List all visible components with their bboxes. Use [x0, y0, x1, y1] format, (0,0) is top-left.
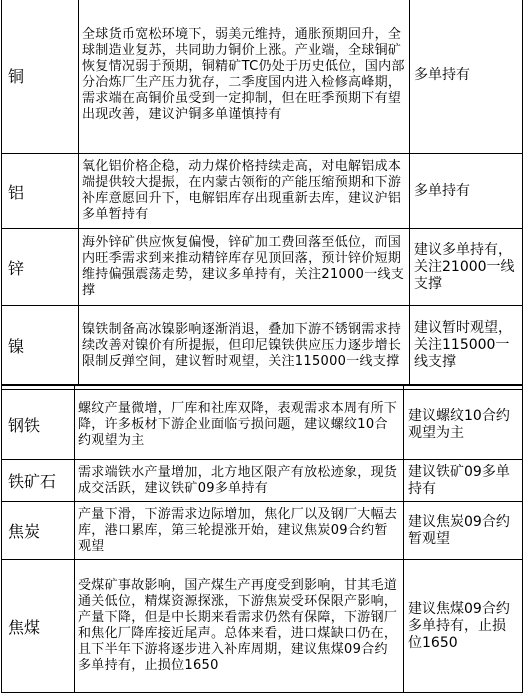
- commodity-analysis: 受煤矿事故影响，国产煤生产再度受到影响，甘其毛道通关低位，精煤资源探涨，下游焦炭受环保限产影响，产量下降，但是中长期来看需求仍然有保障，下游钢厂和焦化厂降库接近尾声。总体来看，进口煤缺口仍在，且下半年下游将逐步进入补库周期，建议焦煤09合约多单持有，止损位1650: [75, 560, 404, 693]
- commodity-advice: 建议铁矿09多单持有: [404, 460, 523, 502]
- commodity-name: 镍: [2, 306, 79, 386]
- commodity-analysis: 螺纹产量微增，厂库和社库双降，表观需求本周有所下降，许多板材下游企业面临亏损问题，建议螺纹10合约观望为主: [75, 390, 404, 460]
- table-row: [2, 502, 523, 560]
- commodity-advice: 建议焦炭09合约暂观望: [404, 502, 523, 560]
- table-row: [2, 390, 523, 460]
- table-row: [2, 306, 523, 386]
- commodity-name: 焦炭: [2, 502, 75, 560]
- commodity-analysis: 镍铁制备高冰镍影响逐渐消退，叠加下游不锈钢需求持续改善对镍价有所提振，但印尼镍铁供应压力逐步增长限制反弹空间，建议暂时观望，关注115000一线支撑: [79, 306, 410, 386]
- nonferrous-table: [1, 0, 523, 386]
- commodity-advice: 建议螺纹10合约观望为主: [404, 390, 523, 460]
- commodity-advice: 建议暂时观望，关注115000一线支撑: [410, 306, 523, 386]
- commodity-advice: 多单持有: [410, 154, 523, 229]
- commodity-analysis: 海外锌矿供应恢复偏慢，锌矿加工费回落至低位，而国内旺季需求到来推动精锌库存见顶回落，预计锌价短期维持偏强震荡走势，建议多单持有，关注21000一线支撑: [79, 229, 410, 306]
- commodity-name: 铜: [2, 0, 79, 154]
- ferrous-table: [1, 384, 523, 693]
- commodity-advice: 建议多单持有，关注21000一线支撑: [410, 229, 523, 306]
- commodity-analysis: 产量下滑，下游需求边际增加，焦化厂以及钢厂大幅去库，港口累库，第三轮提涨开始，建议焦炭09合约暂观望: [75, 502, 404, 560]
- commodity-analysis: 需求端铁水产量增加，北方地区限产有放松迹象，现货成交活跃，建议铁矿09多单持有: [75, 460, 404, 502]
- table-row: [2, 154, 523, 229]
- table-row: [2, 229, 523, 306]
- commodity-name: 钢铁: [2, 390, 75, 460]
- table-row: [2, 0, 523, 154]
- commodity-analysis: 全球货币宽松环境下，弱美元维持，通胀预期回升，全球制造业复苏，共同助力铜价上涨。产业端，全球铜矿恢复情况弱于预期，铜精矿TC仍处于历史低位，国内部分冶炼厂生产压力犹存，二季度国内进入检修高峰期，需求端在高铜价虽受到一定抑制，但在旺季预期下有望出现改善，建议沪铜多单谨慎持有: [79, 0, 410, 154]
- commodity-name: 焦煤: [2, 560, 75, 693]
- table-row: [2, 460, 523, 502]
- commodity-name: 锌: [2, 229, 79, 306]
- commodity-name: 铝: [2, 154, 79, 229]
- commodity-advice: 多单持有: [410, 0, 523, 154]
- table-row: [2, 560, 523, 693]
- commodity-advice: 建议焦煤09合约多单持有，止损位1650: [404, 560, 523, 693]
- commodity-analysis: 氧化铝价格企稳，动力煤价格持续走高，对电解铝成本端提供较大提振，在内蒙古领衔的产能压缩预期和下游补库意愿回升下，电解铝库存出现重新去库，建议沪铝多单暂持有: [79, 154, 410, 229]
- commodity-name: 铁矿石: [2, 460, 75, 502]
